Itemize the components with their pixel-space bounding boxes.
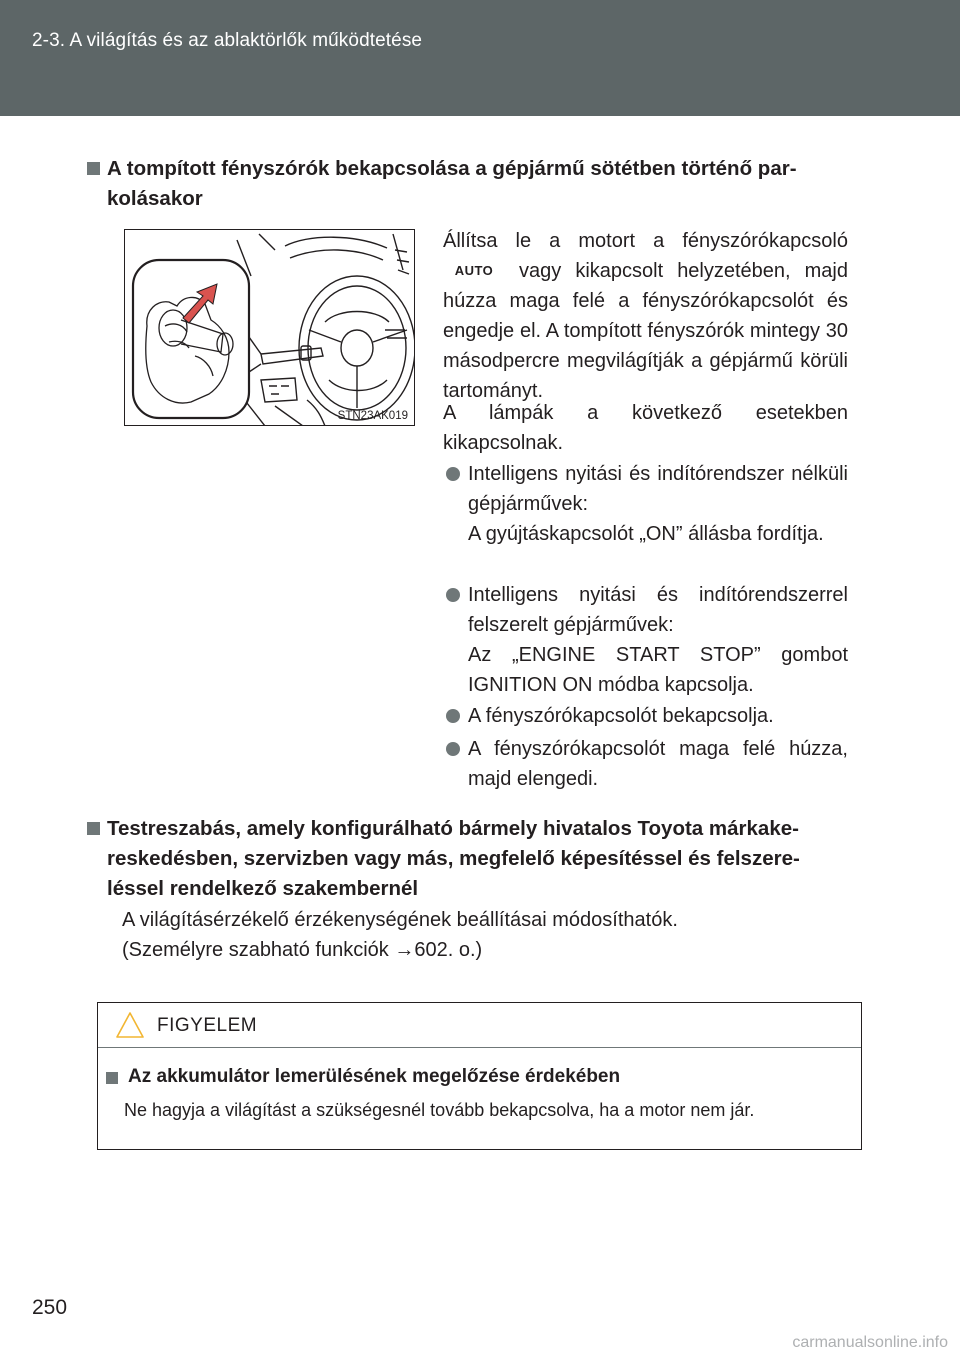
round-bullet-icon xyxy=(446,588,460,602)
intro-before-badge: Állítsa le a motort a fényszórókapcsoló xyxy=(443,230,848,252)
bullet-text: A gyújtáskapcsolót „ON” állásba fordítja. xyxy=(468,523,824,545)
section-heading-parking-lights xyxy=(107,154,862,214)
round-bullet-icon xyxy=(446,742,460,756)
caution-title: FIGYELEM xyxy=(157,1015,258,1036)
headlight-switch-illustration xyxy=(124,229,415,426)
bullet-item xyxy=(468,459,848,549)
bullet-item xyxy=(468,701,848,731)
bullet-text: Az „ENGINE START STOP” gombot IGNITION ON módba kapcsolja. xyxy=(468,644,848,696)
auto-position-symbol: AUTO xyxy=(454,263,494,278)
section-heading-line-3: léssel rendelkező szakembernél xyxy=(107,877,419,900)
square-bullet-icon xyxy=(87,162,100,175)
steering-wheel-hand-illustration xyxy=(125,230,415,426)
caution-box xyxy=(97,1002,862,1150)
bullet-label: Intelligens nyitási és indítórendszer nélküli gépjárművek: xyxy=(468,463,848,515)
figure-code: STN23AK019 xyxy=(337,410,408,422)
bullet-label: A fényszórókapcsolót maga felé húzza, majd elengedi. xyxy=(468,738,848,790)
caution-text: Ne hagyja a világítást a szükségesnél tovább bekapcsolva, ha a motor nem jár. xyxy=(124,1100,755,1120)
page-number: 250 xyxy=(32,1296,68,1319)
square-bullet-icon xyxy=(87,822,100,835)
customization-text: A világításérzékelő érzékenységének beállításai módosíthatók. xyxy=(122,909,678,931)
bullet-label: A fényszórókapcsolót bekapcsolja. xyxy=(468,705,774,727)
chapter-title: 2-3. A világítás és az ablaktörlők működtetése xyxy=(32,30,423,51)
cross-reference[interactable]: (Személyre szabható funkciók →602. o.) xyxy=(122,939,483,961)
square-bullet-icon xyxy=(106,1072,118,1084)
intro-after-badge: vagy kikapcsolt helyzetében, majd húzza maga felé a fényszórókapcsolót és engedje el. A tompított fényszórók mintegy 30 másodpercre megvilágítják a gépjármű körüli tartományt. xyxy=(443,260,848,402)
section-heading-line-2: reskedésben, szervizben vagy más, megfelelő képesítéssel és felszere- xyxy=(107,847,800,870)
round-bullet-icon xyxy=(446,709,460,723)
round-bullet-icon xyxy=(446,467,460,481)
caution-subheading: Az akkumulátor lemerülésének megelőzése érdekében xyxy=(128,1066,621,1087)
off-conditions-paragraph: A lámpák a következő esetekben kikapcsolnak. xyxy=(443,402,848,454)
watermark: carmanualsonline.info xyxy=(792,1334,948,1351)
section-heading-line-1: A tompított fényszórók bekapcsolása a gépjármű sötétben történő par- xyxy=(107,157,797,180)
intro-paragraph xyxy=(443,226,848,406)
warning-triangle-icon xyxy=(115,1011,145,1039)
caution-header xyxy=(98,1003,861,1048)
section-heading-line-1: Testreszabás, amely konfigurálható bármely hivatalos Toyota márkake- xyxy=(107,817,799,840)
bullet-item xyxy=(468,580,848,700)
bullet-label: Intelligens nyitási és indítórendszerrel felszerelt gépjárművek: xyxy=(468,584,848,636)
section-heading-line-2: kolásakor xyxy=(107,187,203,210)
page-header xyxy=(0,0,960,116)
section-heading-customization xyxy=(107,814,862,904)
bullet-item xyxy=(468,734,848,794)
